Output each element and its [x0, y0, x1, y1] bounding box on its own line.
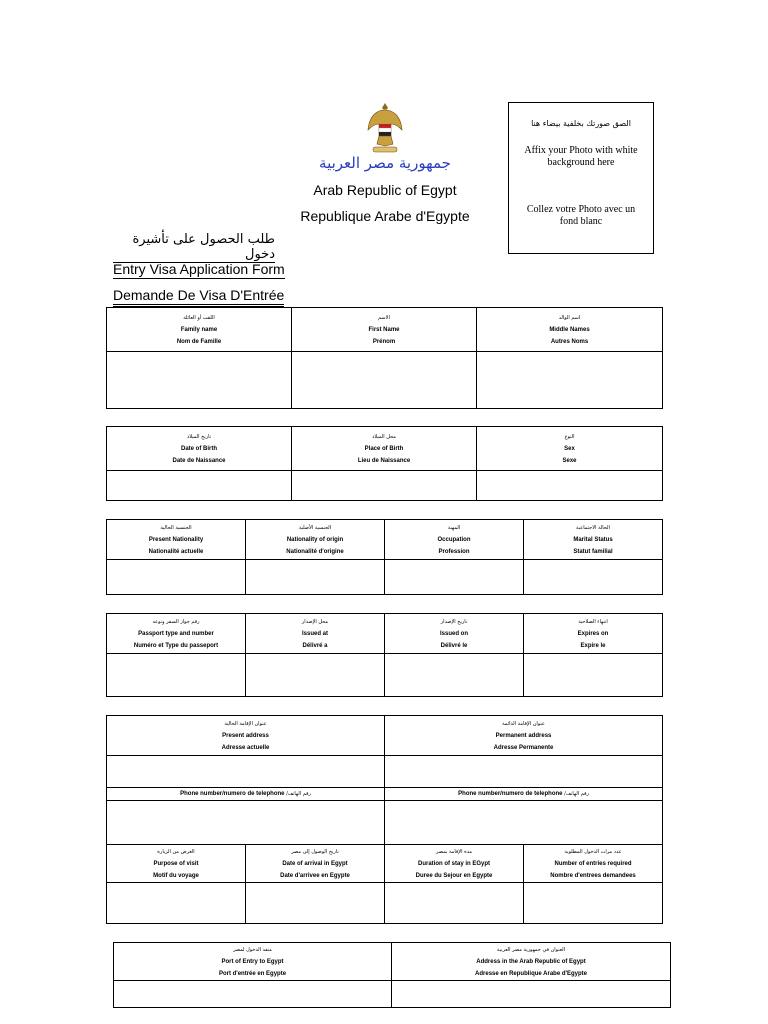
issued-on-label: تاريخ الإصدار Issued on Délivré le	[385, 614, 524, 654]
number-of-entries-label: عدد مرات الدخول المطلوبة Number of entries required Nombre d'entrees demandees	[524, 845, 663, 883]
nationality-table	[106, 519, 663, 595]
duration-of-stay-field[interactable]	[385, 883, 524, 924]
header-french-title: Republique Arabe d'Egypte	[300, 208, 470, 224]
address-visit-table	[106, 715, 663, 924]
form-title-french: Demande De Visa D'Entrée	[113, 286, 284, 307]
issued-at-label: محل الإصدار Issued at Délivré a	[246, 614, 385, 654]
sex-field[interactable]	[477, 471, 663, 501]
expires-on-label: انتهاء الصلاحية Expires on Expire le	[524, 614, 663, 654]
marital-status-field[interactable]	[524, 560, 663, 595]
entry-address-table	[113, 942, 671, 1008]
photo-box[interactable]	[508, 102, 654, 254]
form-title-english: Entry Visa Application Form	[113, 261, 285, 277]
present-address-label: عنوان الإقامة الحالية Present address Adresse actuelle	[107, 716, 385, 756]
date-of-arrival-label: تاريخ الوصول إلى مصر Date of arrival in Egypt Date d'arrivee en Egypte	[246, 845, 385, 883]
header-english-title: Arab Republic of Egypt	[313, 182, 457, 198]
present-phone-field[interactable]	[107, 801, 385, 845]
egypt-eagle-emblem-icon	[365, 100, 405, 156]
purpose-of-visit-field[interactable]	[107, 883, 246, 924]
occupation-field[interactable]	[385, 560, 524, 595]
duration-of-stay-label: مدة الإقامة بمصر Duration of stay in EGypt Duree du Sejour en Egypte	[385, 845, 524, 883]
photo-instruction-french: Collez votre Photo avec un fond blanc	[526, 204, 636, 227]
present-nationality-field[interactable]	[107, 560, 246, 595]
date-of-arrival-field[interactable]	[246, 883, 385, 924]
address-in-egypt-field[interactable]	[392, 981, 671, 1008]
passport-table	[106, 613, 663, 697]
occupation-label: المهنة Occupation Profession	[385, 520, 524, 560]
birth-table	[106, 426, 663, 501]
passport-type-number-label: رقم جواز السفر ونوعه Passport type and number Numéro et Type du passeport	[107, 614, 246, 654]
permanent-phone-field[interactable]	[385, 801, 663, 845]
phone-label-right: Phone number/numero de telephone /رقم الهاتف	[385, 788, 663, 801]
port-of-entry-label: منفذ الدخول لمصر Port of Entry to Egypt Port d'entrée en Egypte	[114, 943, 392, 981]
passport-type-number-field[interactable]	[107, 654, 246, 697]
purpose-of-visit-label: الغرض من الزيارة Purpose of visit Motif du voyage	[107, 845, 246, 883]
present-nationality-label: الجنسية الحالية Present Nationality Nationalité actuelle	[107, 520, 246, 560]
name-table	[106, 307, 663, 409]
middle-names-field[interactable]	[477, 352, 663, 409]
first-name-label: الاسم First Name Prénom	[292, 308, 477, 352]
form-title-arabic: طلب الحصول على تأشيرة دخول	[113, 232, 275, 263]
nationality-of-origin-field[interactable]	[246, 560, 385, 595]
photo-instruction-english: Affix your Photo with white background here	[524, 145, 638, 168]
issued-at-field[interactable]	[246, 654, 385, 697]
photo-instruction-arabic: الصق صورتك بخلفية بيضاء هنا	[531, 119, 631, 128]
nationality-of-origin-label: الجنسية الأصلية Nationality of origin Nationalité d'origine	[246, 520, 385, 560]
permanent-address-label: عنوان الإقامة الدائمة Permanent address Adresse Permanente	[385, 716, 663, 756]
permanent-address-field[interactable]	[385, 756, 663, 788]
expires-on-field[interactable]	[524, 654, 663, 697]
address-in-egypt-label: العنوان في جمهورية مصر العربية Address in the Arab Republic of Egypt Adresse en Republique Arabe d'Egypte	[392, 943, 671, 981]
middle-names-label: اسم الوالد Middle Names Autres Noms	[477, 308, 663, 352]
port-of-entry-field[interactable]	[114, 981, 392, 1008]
issued-on-field[interactable]	[385, 654, 524, 697]
phone-label-left: Phone number/numero de telephone /رقم الهاتف	[107, 788, 385, 801]
present-address-field[interactable]	[107, 756, 385, 788]
number-of-entries-field[interactable]	[524, 883, 663, 924]
date-of-birth-label: تاريخ الميلاد Date of Birth Date de Naissance	[107, 427, 292, 471]
place-of-birth-label: محل الميلاد Place of Birth Lieu de Naissance	[292, 427, 477, 471]
family-name-label: اللقب أو العائلة Family name Nom de Famille	[107, 308, 292, 352]
date-of-birth-field[interactable]	[107, 471, 292, 501]
header-arabic-title: جمهورية مصر العربية	[319, 154, 451, 172]
sex-label: النوع Sex Sexe	[477, 427, 663, 471]
place-of-birth-field[interactable]	[292, 471, 477, 501]
marital-status-label: الحالة الاجتماعية Marital Status Statut familial	[524, 520, 663, 560]
first-name-field[interactable]	[292, 352, 477, 409]
family-name-field[interactable]	[107, 352, 292, 409]
